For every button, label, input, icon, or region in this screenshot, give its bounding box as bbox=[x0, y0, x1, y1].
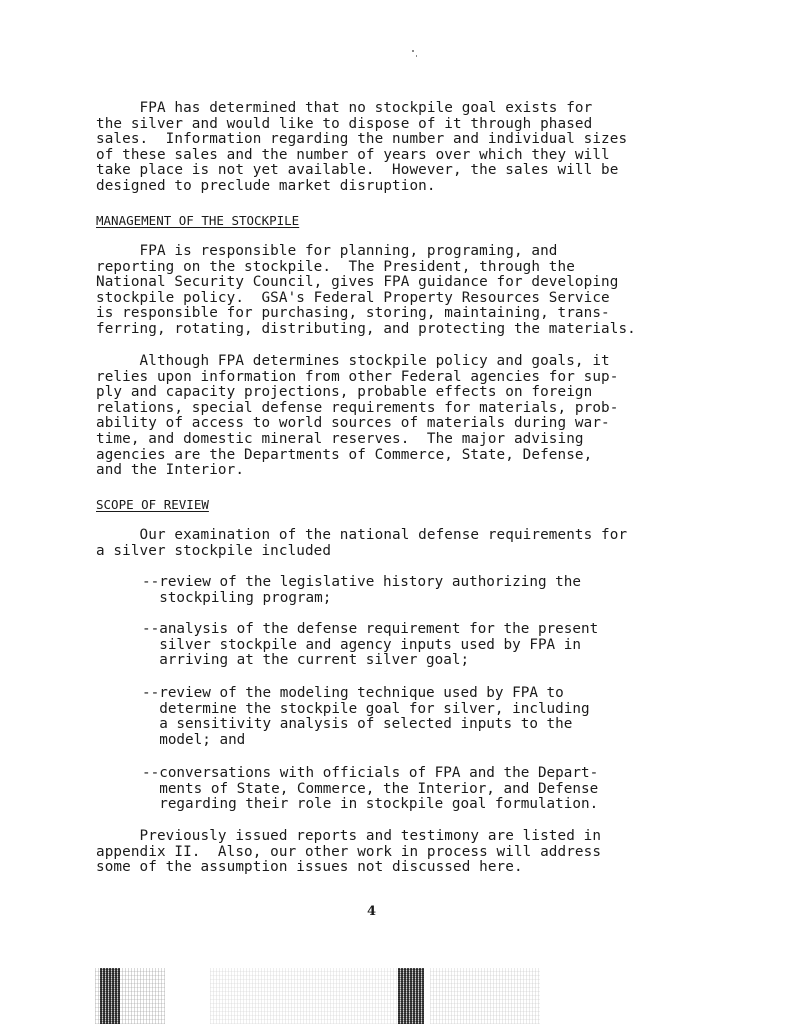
paragraph-previous-reports: Previously issued reports and testimony are listed in appendix II. Also, our other work in process will address some of the assumption issues not discussed here. bbox=[96, 828, 602, 876]
bullet-conversations: --conversations with officials of FPA and the Depart- ments of State, Commerce, the Interior, and Defense regarding their role in stockpile goal formulation. bbox=[142, 765, 599, 813]
page-number: 4 bbox=[367, 904, 377, 919]
scan-speck bbox=[412, 50, 414, 52]
bullet-defense-requirement: --analysis of the defense requirement for the present silver stockpile and agency inputs used by FPA in arriving at the current silver goal; bbox=[142, 621, 599, 669]
scan-speck bbox=[416, 55, 417, 57]
paragraph-fpa-responsibility: FPA is responsible for planning, programing, and reporting on the stockpile. The President, through the National Security Council, gives FPA guidance for developing stockpile policy. GSA's Federal Property Resources Service is responsible for purchasing, storing, maintaining, trans- ferring, rotating, distributing, and protecting the materials. bbox=[96, 243, 636, 337]
scan-noise-left-dark bbox=[100, 968, 120, 1024]
paragraph-advising-agencies: Although FPA determines stockpile policy and goals, it relies upon information from other Federal agencies for sup- ply and capacity projections, probable effects on foreign relations, special defense requirements for materials, prob- ability of access to world sources of materials during war- time, and domestic mineral reserves. The major advising agencies are the Departments of Commerce, State, Defense, and the Interior. bbox=[96, 353, 619, 479]
heading-management-of-the-stockpile: MANAGEMENT OF THE STOCKPILE bbox=[96, 213, 300, 228]
paragraph-silver-disposal: FPA has determined that no stockpile goal exists for the silver and would like to dispose of it through phased sales. Information regarding the number and individual sizes of these sales and the number of years over which they will take place is not yet available. However, the sales will be designed to preclude market disruption. bbox=[96, 100, 628, 194]
scan-noise-center-dark bbox=[398, 968, 424, 1024]
bullet-modeling-technique: --review of the modeling technique used by FPA to determine the stockpile goal for silver, including a sensitivity analysis of selected inputs to the model; and bbox=[142, 685, 590, 748]
scan-noise-right bbox=[430, 968, 540, 1024]
bullet-legislative-history: --review of the legislative history authorizing the stockpiling program; bbox=[142, 574, 581, 606]
scan-noise-middle bbox=[210, 968, 410, 1024]
paragraph-scope-intro: Our examination of the national defense requirements for a silver stockpile included bbox=[96, 527, 628, 559]
heading-scope-of-review: SCOPE OF REVIEW bbox=[96, 497, 209, 512]
